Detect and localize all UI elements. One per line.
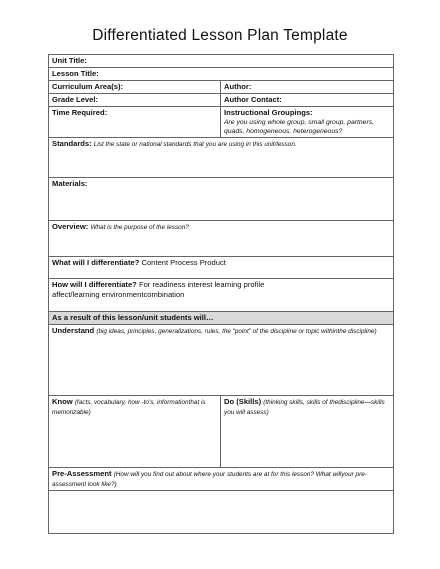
grade-level-field[interactable]: Grade Level: (49, 94, 221, 107)
do-skills-hint: (thinking skills, skills of thediscipline—skills you will assess) (224, 399, 385, 416)
time-required-field[interactable]: Time Required: (49, 107, 221, 138)
differentiate-how-field[interactable] (49, 279, 394, 312)
differentiate-what-label: What will I differentiate? (52, 258, 140, 267)
lesson-title-field[interactable]: Lesson Title: (49, 68, 394, 81)
author-field[interactable]: Author: (221, 81, 394, 94)
differentiate-how-text-1: For readiness interest learning profile (138, 280, 265, 289)
document-title: Differentiated Lesson Plan Template (92, 27, 348, 44)
materials-field[interactable]: Materials: (49, 178, 394, 221)
know-hint: (facts, vocabulary, how -to’s, informationthat is memorizable) (52, 399, 206, 416)
pre-assessment-hint: (How will you find out about where your students are at for this lesson? What willyour pre-assessment look like?) (52, 471, 367, 488)
standards-hint: List the state or national standards that you are using in this unit/lesson. (93, 141, 297, 148)
standards-label: Standards: (52, 139, 92, 148)
overview-label: Overview: (52, 222, 89, 231)
differentiate-what-field[interactable] (49, 257, 394, 279)
result-header: As a result of this lesson/unit students will… (49, 312, 394, 325)
lesson-plan-table (48, 54, 394, 534)
understand-label: Understand (52, 326, 95, 335)
instructional-groupings-label: Instructional Groupings: (224, 108, 313, 117)
know-label: Know (52, 397, 73, 406)
differentiate-what-options: Content Process Product (141, 258, 226, 267)
do-skills-label: Do (Skills) (224, 397, 262, 406)
instructional-groupings-hint: Are you using whole group, small group, partners, quads, homogeneous, heterogeneous? (224, 119, 374, 135)
understand-hint: (big ideas, principles, generalizations, rules, the “point” of the discipline or topic withinthe discipline) (96, 328, 377, 335)
know-field[interactable] (49, 396, 221, 468)
author-contact-field[interactable]: Author Contact: (221, 94, 394, 107)
overview-hint: What is the purpose of the lesson? (90, 224, 189, 231)
pre-assessment-label: Pre-Assessment (52, 469, 112, 478)
instructional-groupings-field[interactable] (221, 107, 394, 138)
curriculum-areas-field[interactable]: Curriculum Area(s): (49, 81, 221, 94)
standards-field[interactable] (49, 138, 394, 178)
understand-field[interactable] (49, 325, 394, 396)
unit-title-field[interactable]: Unit Title: (49, 55, 394, 68)
do-skills-field[interactable] (221, 396, 394, 468)
differentiate-how-label: How will I differentiate? (52, 280, 137, 289)
overview-field[interactable] (49, 221, 394, 257)
pre-assessment-field[interactable] (49, 468, 394, 491)
differentiate-how-text-2: affect/learning environmentcombination (52, 290, 185, 299)
pre-assessment-notes-field[interactable] (49, 491, 394, 534)
